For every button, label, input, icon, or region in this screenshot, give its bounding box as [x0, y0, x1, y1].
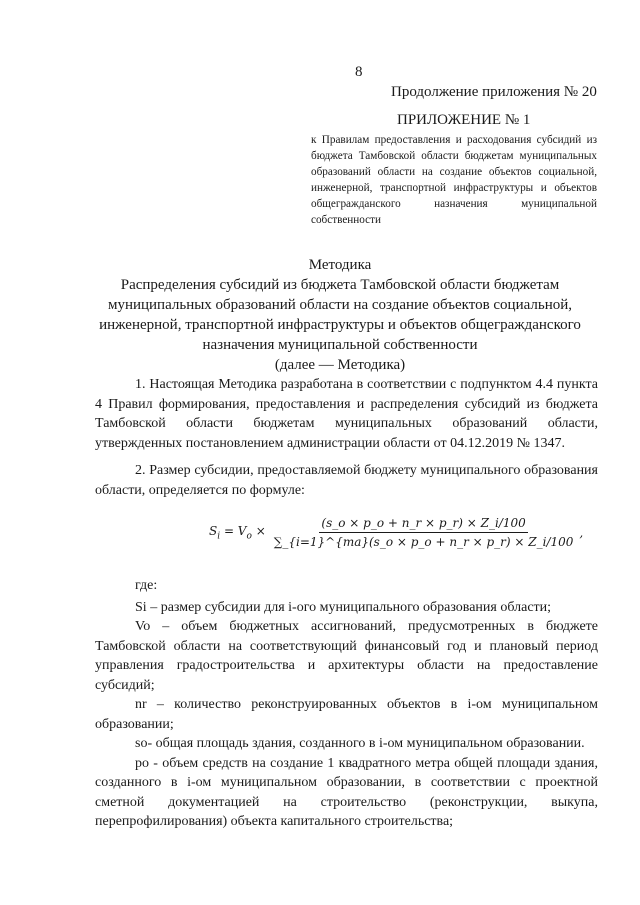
method-title	[80, 255, 600, 375]
paragraph-text: 2. Размер субсидии, предоставляемой бюджету муниципального образования области, определяется по формуле:	[95, 463, 598, 498]
formula-fraction	[272, 516, 576, 549]
where-label: где:	[135, 578, 158, 593]
method-title-line: муниципальных образований области на создание объектов социальной,	[107, 297, 573, 313]
definition-nr: nr – количество реконструированных объектов в i-ом муниципальном образовании;	[95, 697, 598, 732]
definition-si: Si – размер субсидии для i-ого муниципального образования области;	[135, 599, 552, 615]
method-title-line: (далее — Методика)	[274, 357, 406, 373]
definition-so: so- общая площадь здания, созданного в i-ом муниципальном образовании.	[135, 736, 585, 751]
definition-po: po - объем средств на создание 1 квадратного метра общей площади здания, созданного в i-ом муниципальном образовании, в соответствии с проектной сметной документацией на строительство (реконструкции, выкупа, перепрофилирования) объекта капитального строительства;	[95, 755, 598, 829]
formula-lhs: $S_i = V_o$ ×	[209, 523, 266, 542]
appendix-reference: к Правилам предоставления и расходования субсидий из бюджета Тамбовской области бюджетам муниципальных образований области на создание объектов социальной, инженерной, транспортной инфраструктуры и объектов общегражданского назначения муниципальной собственности	[311, 134, 597, 226]
method-title-line: назначения муниципальной собственности	[202, 337, 478, 353]
definition-vo: Vo – объем бюджетных ассигнований, предусмотренных в бюджете Тамбовской области на соответствующий финансовый год и плановый период управления градостроительства и архитектуры области на предоставление субсидий;	[95, 619, 598, 693]
subsidy-formula	[209, 516, 583, 549]
paragraph-2	[95, 461, 598, 500]
method-title-line: Распределения субсидий из бюджета Тамбовской области бюджетам	[120, 277, 560, 293]
paragraph-1	[95, 375, 598, 453]
appendix-title: ПРИЛОЖЕНИЕ № 1	[397, 112, 531, 128]
page-number: 8	[355, 64, 363, 80]
paragraph-text: 1. Настоящая Методика разработана в соответствии с подпунктом 4.4 пункта 4 Правил формирования, предоставления и распределения субсидий из бюджета Тамбовской области бюджетам муниципальных образований области, утвержденных постановлением администрации области от 04.12.2019 № 1347.	[95, 377, 598, 451]
definitions	[95, 576, 598, 832]
method-title-line: Методика	[308, 257, 372, 273]
continuation-label: Продолжение приложения № 20	[391, 84, 597, 100]
method-title-line: инженерной, транспортной инфраструктуры и объектов общегражданского	[99, 317, 581, 333]
formula-numerator: (s_o × p_o + n_r × p_r) × Z_i/100	[319, 516, 527, 533]
formula-trailing: ,	[579, 525, 584, 540]
formula-denominator: ∑_{i=1}^{ma}(s_o × p_o + n_r × p_r) × Z_i/100	[273, 535, 574, 549]
